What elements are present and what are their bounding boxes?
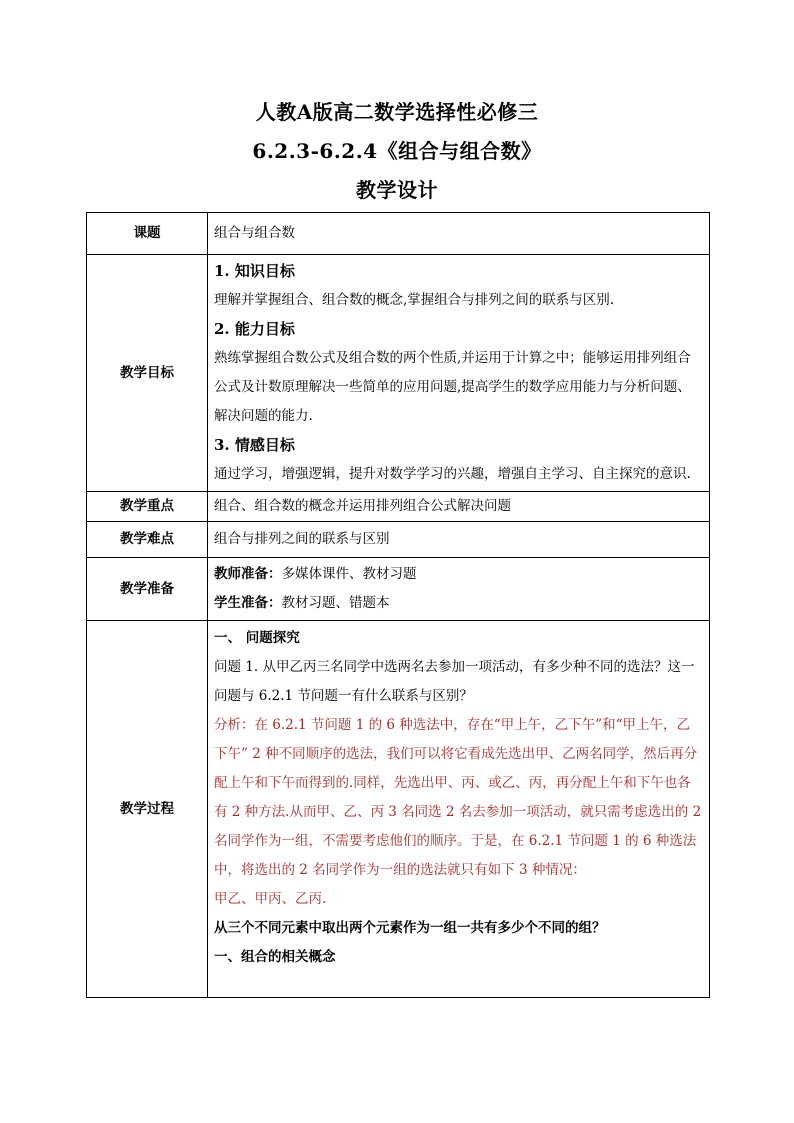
teacher-prep-text: 多媒体课件、教材习题 [281,566,417,582]
topic-content: 组合与组合数 [208,213,710,255]
answer-text: 甲乙、甲丙、乙丙. [214,891,327,907]
student-prep-text: 教材习题、错题本 [281,595,390,611]
section2-heading: 一、组合的相关概念 [214,949,336,965]
question1-text: 问题 1. 从甲乙丙三名同学中选两名去参加一项活动，有多少种不同的选法？这一问题与 6.2.1 节问题一有什么联系与区别？ [214,659,695,704]
topic-label: 课题 [87,213,208,255]
lesson-plan-table [86,212,710,998]
knowledge-text: 理解并掌握组合、组合数的概念,掌握组合与排列之间的联系与区别. [214,292,615,308]
emotion-heading: 3. 情感目标 [214,436,295,454]
ability-text: 熟练掌握组合数公式及组合数的两个性质,并运用于计算之中；能够运用排列组合公式及计数原理解决一些简单的应用问题,提高学生的数学应用能力与分析问题、解决问题的能力. [214,350,691,424]
row-difficulties [87,522,710,558]
section1-heading: 一、 问题探究 [214,630,300,646]
difficulties-content: 组合与排列之间的联系与区别 [208,522,710,558]
key-points-label: 教学重点 [87,492,208,522]
goals-content [208,255,710,492]
student-prep-label: 学生准备： [214,595,282,611]
teacher-prep-label: 教师准备： [214,566,282,582]
process-label: 教学过程 [87,621,208,998]
row-key-points [87,492,710,522]
key-points-content: 组合、组合数的概念并运用排列组合公式解决问题 [208,492,710,522]
goals-label: 教学目标 [87,255,208,492]
document-title: 人教A版高二数学选择性必修三 [255,100,539,124]
preparation-content [208,558,710,621]
emotion-text: 通过学习，增强逻辑，提升对数学学习的兴趣，增强自主学习、自主探究的意识. [214,466,691,482]
ability-heading: 2. 能力目标 [214,320,295,338]
row-preparation [87,558,710,621]
preparation-label: 教学准备 [87,558,208,621]
knowledge-heading: 1. 知识目标 [214,262,295,280]
question-bold-text: 从三个不同元素中取出两个元素作为一组一共有多少个不同的组？ [214,920,606,936]
difficulties-label: 教学难点 [87,522,208,558]
analysis-text: 分析：在 6.2.1 节问题 1 的 6 种选法中，存在“甲上午，乙下午”和“甲上午，乙下午” 2 种不同顺序的选法，我们可以将它看成先选出甲、乙两名同学，然后再分配上午和下午而得到的.同样，先选出甲、丙、或乙、丙，再分配上午和下午也各有 2 种方法.从而甲、乙、丙 3 名同选 2 名去参加一项活动，就只需考虑选出的 2 名同学作为一组，不需要考虑他们的顺序。于是，在 6.2.1 节问题 1 的 6 种选法中，将选出的 2 名同学作为一组的选法就只有如下 3 种情况： [214,717,702,878]
document-heading: 教学设计 [356,178,438,202]
document-subtitle: 6.2.3-6.2.4《组合与组合数》 [252,139,542,163]
process-content [208,621,710,998]
row-process [87,621,710,998]
row-goals [87,255,710,492]
row-topic [87,213,710,255]
